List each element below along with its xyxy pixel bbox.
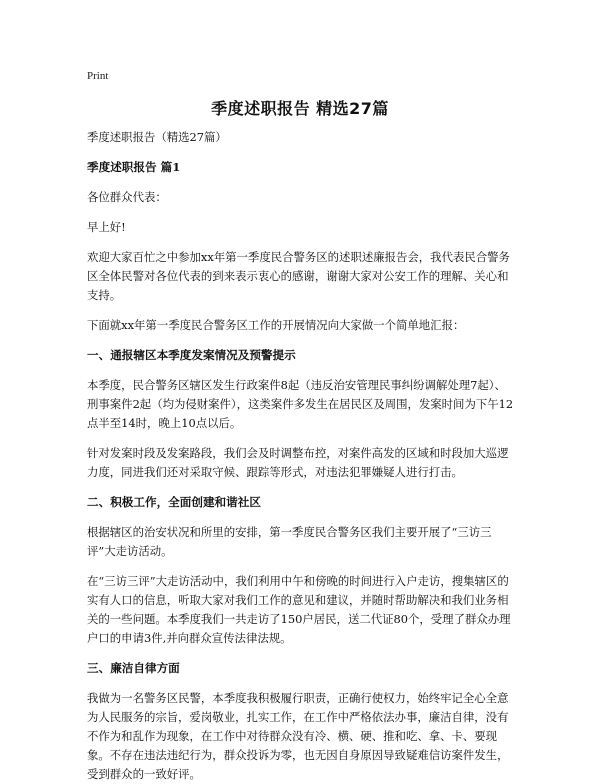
document-subtitle: 季度述职报告（精选27篇）: [87, 130, 227, 144]
patrol-paragraph: 针对发案时段及发案路段，我们会及时调整布控，对案件高发的区域和时段加大巡逻力度，同进我们还对采取守候、跟踪等形式，对违法犯罪嫌疑人进行打击。: [87, 446, 509, 479]
heading-community: 二、积极工作，全面创建和谐社区: [87, 495, 261, 509]
intro-paragraph: 欢迎大家百忙之中参加xx年第一季度民合警务区的述职述廉报告会，我代表民合警务区全体民警对各位代表的到来表示衷心的感谢，谢谢大家对公安工作的理解、关心和支持。: [87, 250, 510, 302]
section-heading: 季度述职报告 篇1: [87, 160, 181, 174]
morning-paragraph: 早上好!: [87, 220, 126, 234]
heading-integrity: 三、廉洁自律方面: [87, 661, 180, 675]
page-title: 季度述职报告 精选27篇: [211, 99, 389, 118]
heading-case-report: 一、通报辖区本季度发案情况及预警提示: [87, 348, 296, 362]
visit-activity-paragraph: 根据辖区的治安状况和所里的安排，第一季度民合警务区我们主要开展了“三访三评”大走访活动。: [87, 525, 492, 558]
lead-paragraph: 下面就xx年第一季度民合警务区工作的开展情况向大家做一个简单地汇报：: [87, 318, 465, 332]
integrity-paragraph: 我做为一名警务区民警，本季度我积极履行职责，正确行使权力，始终牢记全心全意为人民服务的宗旨，爱岗敬业，扎实工作，在工作中严格依法办事，廉洁自律，没有不作为和乱作为现象，在工作中对待群众没有冷、横、硬、推和吃、拿、卡、要现象。不存在违法违纪行为，群众投诉为零，也无因自身原因导致疑难信访案件发生，受到群众的一致好评。: [87, 691, 509, 781]
document-body: [87, 128, 517, 784]
visit-details-paragraph: 在“三访三评”大走访活动中，我们利用中午和傍晚的时间进行入户走访，搜集辖区的实有人口的信息，听取大家对我们工作的意见和建议，并随时帮助解决和我们业务相关的一些问题。本季度我们一共走访了150户居民，送二代证80个，受理了群众办理户口的申请3件,并向群众宣传法律法规。: [87, 574, 511, 645]
greeting-paragraph: 各位群众代表：: [87, 190, 167, 204]
print-link[interactable]: Print: [87, 70, 109, 82]
case-stats-paragraph: 本季度，民合警务区辖区发生行政案件8起（违反治安管理民事纠纷调解处理7起）、刑事案件2起（均为侵财案件），这类案件多发生在居民区及周围，发案时间为下午12点半至14时，晚上10点以后。: [87, 378, 514, 430]
